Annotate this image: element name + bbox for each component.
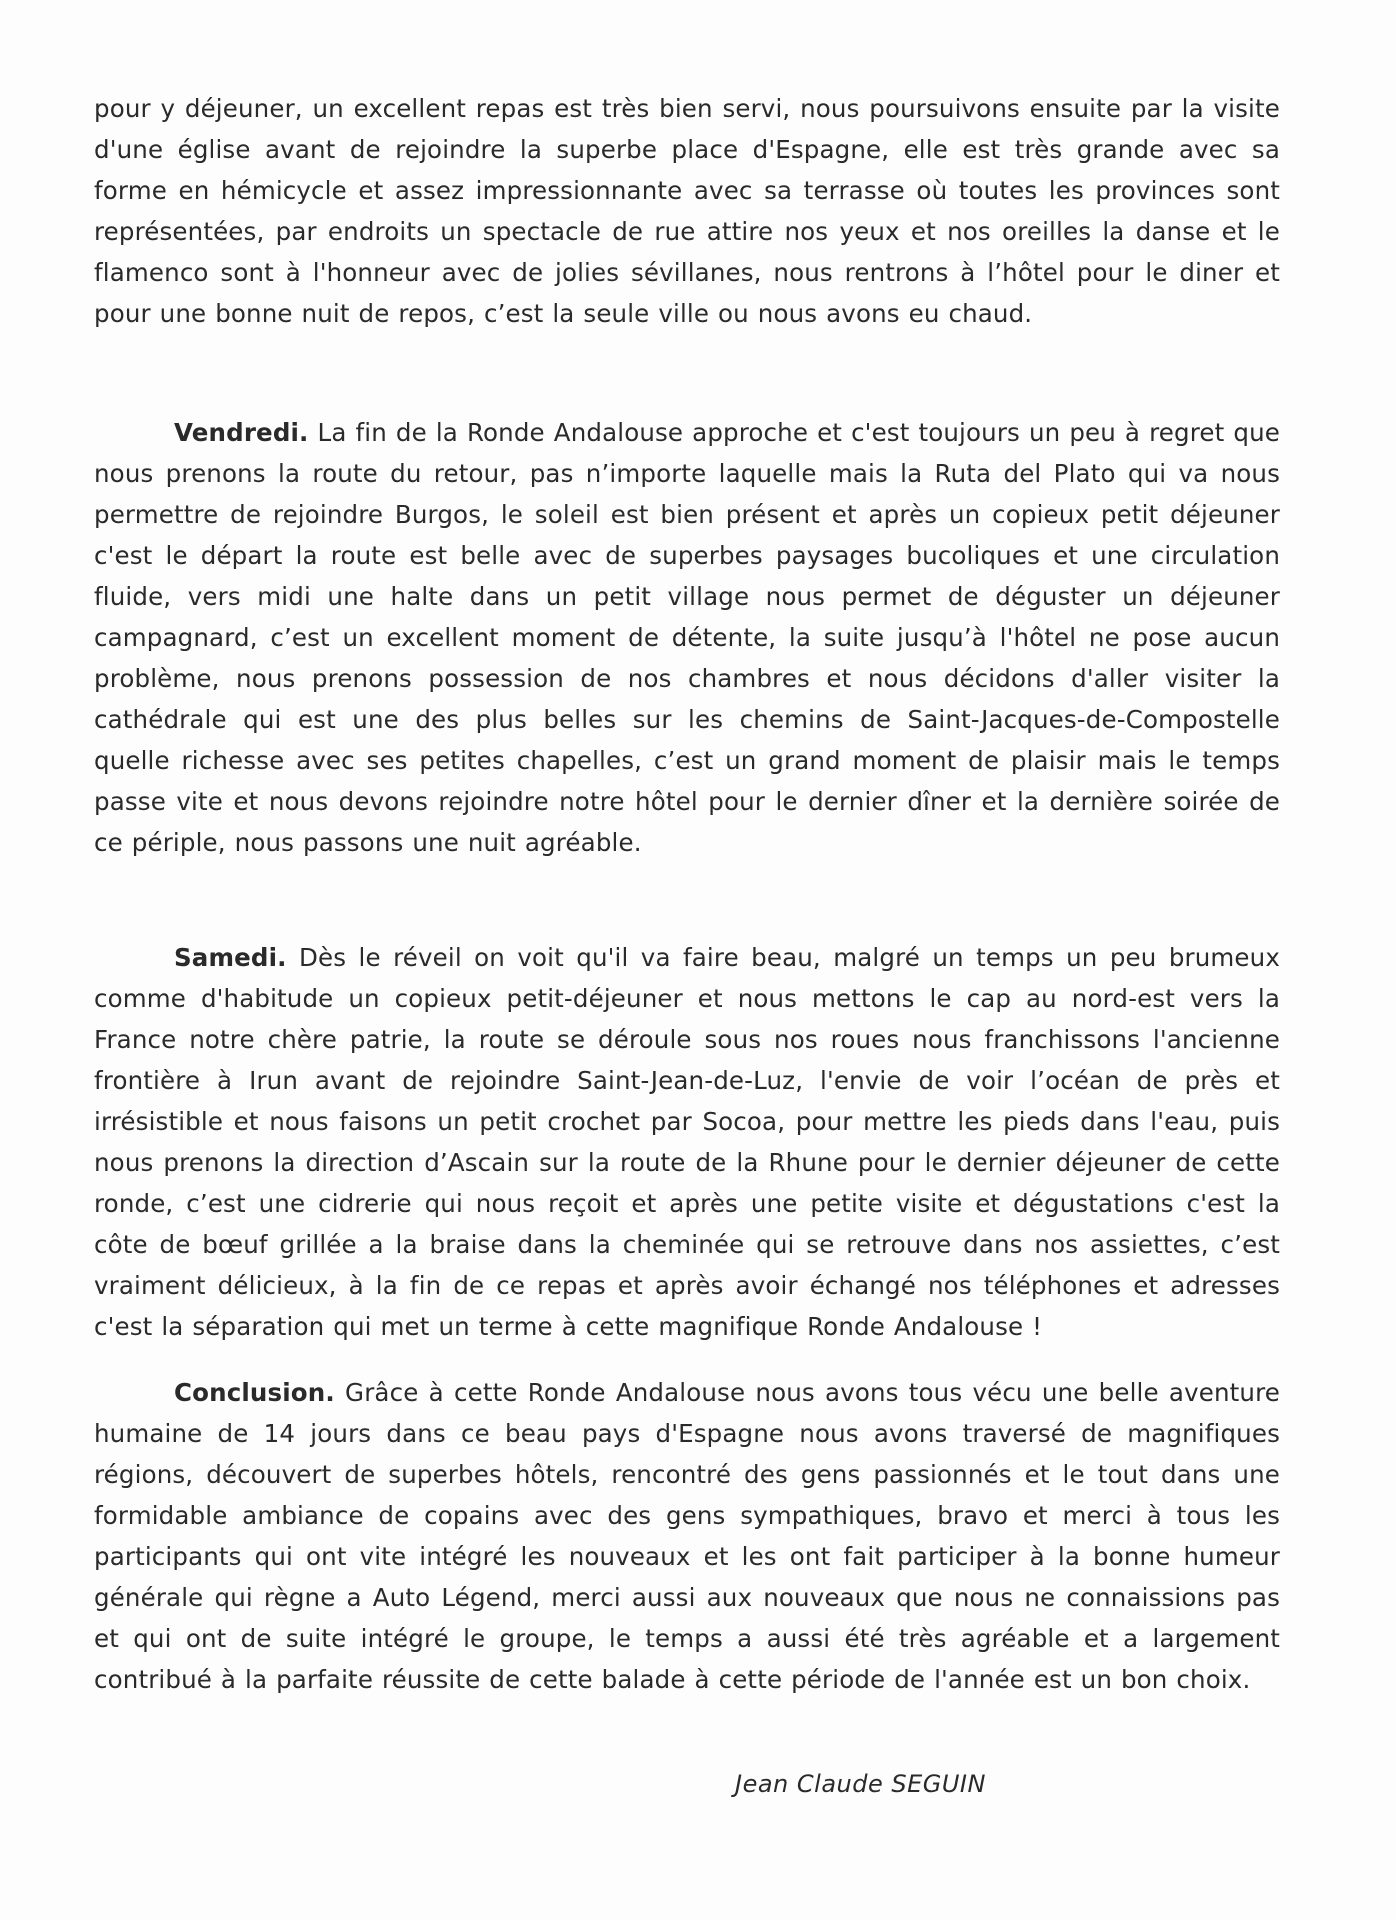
- paragraph-samedi-heading: Samedi.: [174, 943, 287, 972]
- paragraph-vendredi-heading: Vendredi.: [174, 418, 309, 447]
- paragraph-vendredi: [94, 412, 1280, 863]
- paragraph-conclusion: [94, 1372, 1280, 1700]
- paragraph-vendredi-text: La fin de la Ronde Andalouse approche et c'est toujours un peu à regret que nous prenons la route du retour, pas n’importe laquelle mais la Ruta del Plato qui va nous permettre de rejoindre Burgos, le soleil est bien présent et après un copieux petit déjeuner c'est le départ la route est belle avec de superbes paysages bucoliques et une circulation fluide, vers midi une halte dans un petit village nous permet de déguster un déjeuner campagnard, c’est un excellent moment de détente, la suite jusqu’à l'hôtel ne pose aucun problème, nous prenons possession de nos chambres et nous décidons d'aller visiter la cathédrale qui est une des plus belles sur les chemins de Saint-Jacques-de-Compostelle quelle richesse avec ses petites chapelles, c’est un grand moment de plaisir mais le temps passe vite et nous devons rejoindre notre hôtel pour le dernier dîner et la dernière soirée de ce périple, nous passons une nuit agréable.: [94, 418, 1280, 857]
- paragraph-samedi-text: Dès le réveil on voit qu'il va faire beau, malgré un temps un peu brumeux comme d'habitude un copieux petit-déjeuner et nous mettons le cap au nord-est vers la France notre chère patrie, la route se déroule sous nos roues nous franchissons l'ancienne frontière à Irun avant de rejoindre Saint-Jean-de-Luz, l'envie de voir l’océan de près et irrésistible et nous faisons un petit crochet par Socoa, pour mettre les pieds dans l'eau, puis nous prenons la direction d’Ascain sur la route de la Rhune pour le dernier déjeuner de cette ronde, c’est une cidrerie qui nous reçoit et après une petite visite et dégustations c'est la côte de bœuf grillée a la braise dans la cheminée qui se retrouve dans nos assiettes, c’est vraiment délicieux, à la fin de ce repas et après avoir échangé nos téléphones et adresses c'est la séparation qui met un terme à cette magnifique Ronde Andalouse !: [94, 943, 1280, 1341]
- paragraph-conclusion-text: Grâce à cette Ronde Andalouse nous avons tous vécu une belle aventure humaine de 14 jours dans ce beau pays d'Espagne nous avons traversé de magnifiques régions, découvert de superbes hôtels, rencontré des gens passionnés et le tout dans une formidable ambiance de copains avec des gens sympathiques, bravo et merci à tous les participants qui ont vite intégré les nouveaux et les ont fait participer à la bonne humeur générale qui règne a Auto Légend, merci aussi aux nouveaux que nous ne connaissions pas et qui ont de suite intégré le groupe, le temps a aussi été très agréable et a largement contribué à la parfaite réussite de cette balade à cette période de l'année est un bon choix.: [94, 1378, 1280, 1694]
- author-signature: Jean Claude SEGUIN: [735, 1770, 986, 1798]
- paragraph-samedi: [94, 937, 1280, 1347]
- paragraph-intro-text: pour y déjeuner, un excellent repas est très bien servi, nous poursuivons ensuite par la visite d'une église avant de rejoindre la superbe place d'Espagne, elle est très grande avec sa forme en hémicycle et assez impressionnante avec sa terrasse où toutes les provinces sont représentées, par endroits un spectacle de rue attire nos yeux et nos oreilles la danse et le flamenco sont à l'honneur avec de jolies sévillanes, nous rentrons à l’hôtel pour le diner et pour une bonne nuit de repos, c’est la seule ville ou nous avons eu chaud.: [94, 94, 1280, 328]
- paragraph-intro: [94, 88, 1280, 334]
- paragraph-conclusion-heading: Conclusion.: [174, 1378, 335, 1407]
